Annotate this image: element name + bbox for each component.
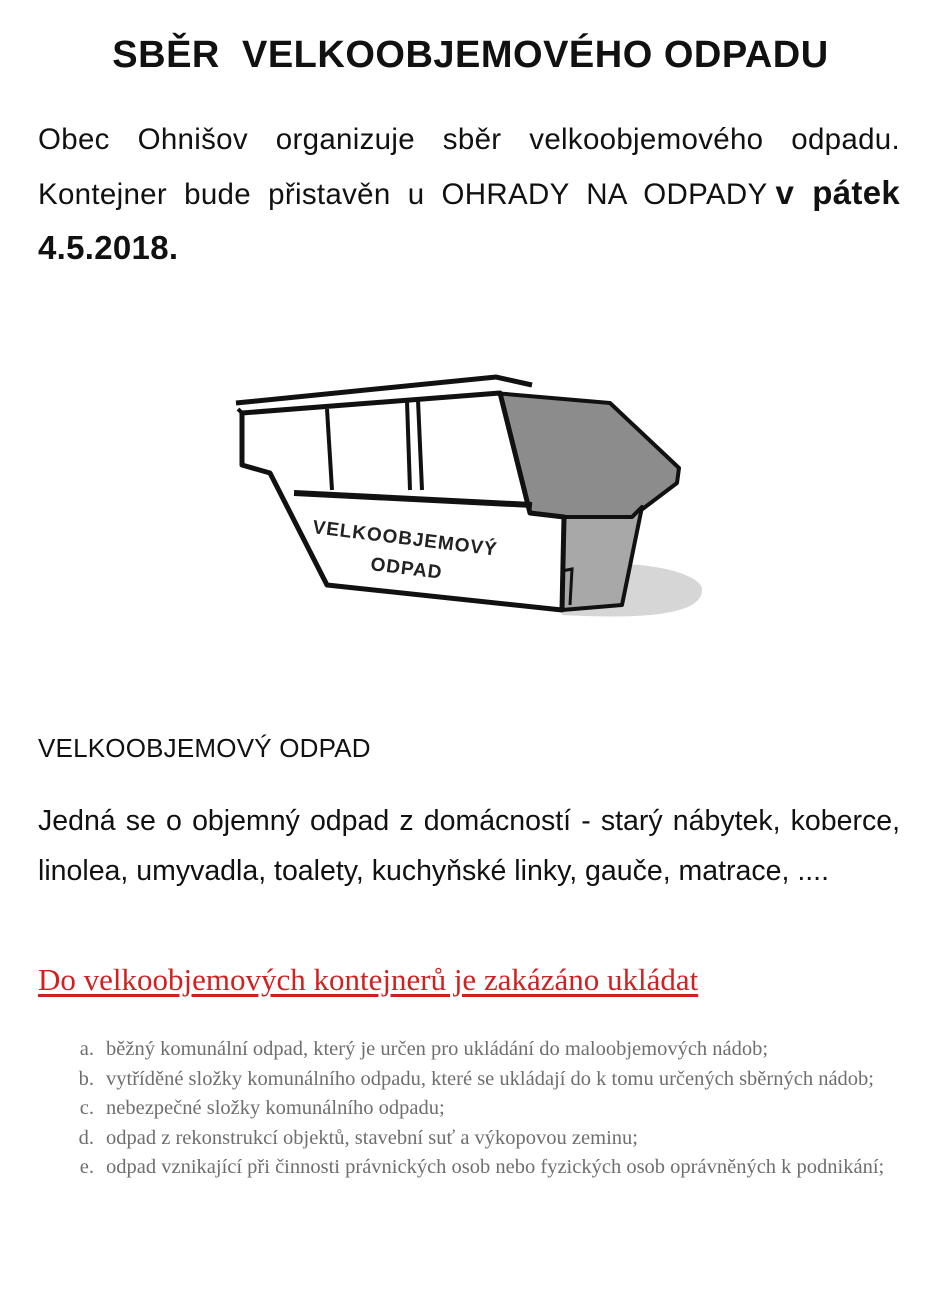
list-item-text: vytříděné složky komunálního odpadu, které se ukládají do k tomu určených sběrných nádob; <box>106 1067 874 1090</box>
list-item <box>38 1153 900 1183</box>
list-item-text: běžný komunální odpad, který je určen pro ukládání do maloobjemových nádob; <box>106 1038 769 1060</box>
list-item-text: nebezpečné složky komunálního odpadu; <box>106 1097 445 1119</box>
bulky-waste-container-icon <box>232 365 702 635</box>
list-item-text: odpad vznikající při činnosti právnických osob nebo fyzických osob oprávněných k podnikání; <box>106 1156 885 1178</box>
prohibition-heading: Do velkoobjemových kontejnerů je zakázáno ukládat <box>38 962 699 997</box>
list-item <box>38 1094 900 1124</box>
section-description: Jedná se o objemný odpad z domácností - starý nábytek, koberce, linolea, umyvadla, toalety, kuchyňské linky, gauče, matrace, .... <box>38 805 900 887</box>
list-marker: b. <box>78 1067 94 1090</box>
container-illustration <box>232 365 702 635</box>
list-marker: e. <box>79 1156 94 1178</box>
section-heading: VELKOOBJEMOVÝ ODPAD <box>38 733 371 763</box>
list-marker: d. <box>78 1126 94 1149</box>
container-label-line2: ODPAD <box>369 554 444 584</box>
list-item <box>38 1065 900 1095</box>
collection-date: v pátek 4.5.2018. <box>38 174 901 266</box>
prohibited-items-list <box>38 1035 900 1183</box>
intro-paragraph <box>38 113 900 276</box>
list-item <box>38 1035 900 1065</box>
list-item-text: odpad z rekonstrukcí objektů, stavební suť a výkopovou zeminu; <box>106 1126 638 1149</box>
list-marker: c. <box>79 1097 94 1119</box>
intro-text: Obec Ohnišov organizuje sběr velkoobjemového odpadu. Kontejner bude přistavěn u OHRADY NA ODPADY <box>38 123 900 211</box>
page-title: SBĚR VELKOOBJEMOVÉHO ODPADU <box>112 34 829 76</box>
container-label-line1: VELKOOBJEMOVÝ <box>311 517 499 561</box>
list-item <box>38 1124 900 1154</box>
list-marker: a. <box>79 1038 94 1060</box>
